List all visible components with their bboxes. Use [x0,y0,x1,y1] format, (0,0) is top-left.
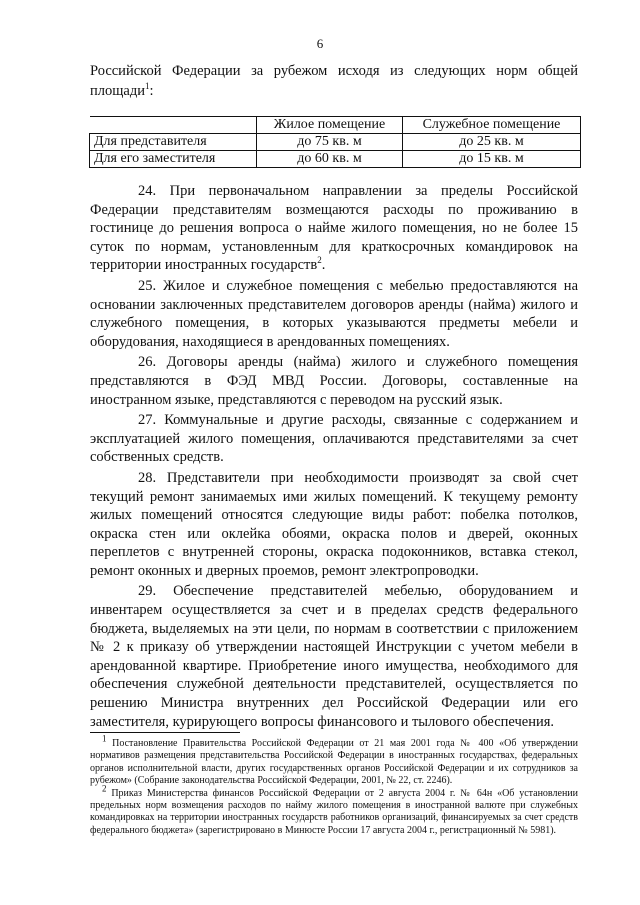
footnote-divider [90,732,240,733]
table-header-office: Служебное помещение [402,117,580,134]
table-cell-living: до 75 кв. м [257,134,403,151]
table-cell-living: до 60 кв. м [257,151,403,168]
table-cell-office: до 25 кв. м [402,134,580,151]
table-row [90,134,581,151]
footnote-text: Приказ Министерства финансов Российской Федерации от 2 августа 2004 г. № 64н «Об установлении предельных норм возмещения расходов по найму жилого помещения в иностранной валюте при служебных командировках на территории иностранных государств работников организаций, финансируемых за счет средств федерального бюджета» (зарегистрировано в Минюсте России 17 августа 2004 г., регистрационный № 5981). [90,787,578,836]
table-row [90,151,581,168]
intro-tail: : [149,83,154,99]
table-cell-office: до 15 кв. м [402,151,580,168]
paragraph-27: 27. Коммунальные и другие расходы, связанные с содержанием и эксплуатацией жилого помещения, оплачиваются представителями за счет собственных средств. [90,412,578,466]
intro-paragraph [90,61,578,101]
intro-text: Российской Федерации за рубежом исходя из следующих норм общей площади [90,63,578,99]
body-text [90,182,578,733]
footnote-mark: 1 [102,733,107,744]
footnote-2 [90,783,578,838]
footnote-text: Постановление Правительства Российской Федерации от 21 мая 2001 года № 400 «Об утверждении нормативов размещения представительства Российской Федерации в иностранных государствах, федеральных органов исполнительной власти, других государственных органов Российской Федерации и их сотрудников за рубежом» (Собрание законодательства Российской Федерации, 2001, № 22, ст. 2246). [90,738,579,787]
paragraph-28: 28. Представители при необходимости производят за свой счет текущий ремонт занимаемых ими жилых помещений. К текущему ремонту жилых помещений относятся следующие виды работ: побелка потолков, окраска стен или оклейка обоями, окраска полов и дверей, оконных переплетов с внутренней стороны, окраска подоконников, вставка стекол, ремонт оконных и дверных проемов, ремонт электропроводки. [90,469,578,579]
paragraph-24-text: 24. При первоначальном направлении за пределы Российской Федерации представителям возмещаются расходы по проживанию в гостинице до решения вопроса о найме жилого помещения, но не более 15 суток по нормам, установленным для краткосрочных командировок на территории иностранных государств [90,183,578,274]
page-number: 6 [316,36,324,51]
footnote-ref-2: 2 [317,255,322,266]
paragraph-29: 29. Обеспечение представителей мебелью, оборудованием и инвентарем осуществляется за счет и в пределах средств федерального бюджета, выделяемых на эти цели, по нормам в соответствии с приложением № 2 к приказу об утверждении настоящей Инструкции с учетом мебели в арендованной квартире. Приобретение иного имущества, необходимого для обеспечения служебной деятельности представителей, осуществляется по решению Министра внутренних дел Российской Федерации или его заместителя, курирующего вопросы финансового и тылового обеспечения. [90,583,578,730]
table-header-living: Жилое помещение [257,117,403,134]
paragraph-24-tail: . [321,257,326,274]
table-cell-role: Для его заместителя [90,151,257,168]
area-norms-table [89,116,581,168]
table-header-row [90,117,581,134]
footnote-mark: 2 [102,783,107,794]
footnotes [90,733,579,837]
paragraph-24 [90,182,578,275]
table-header-cell-empty [90,117,257,134]
paragraph-25: 25. Жилое и служебное помещения с мебелью предоставляются на основании заключенных представителем договоров аренды (найма) жилого и служебного помещения, в которых указываются предметы мебели и оборудования, находящиеся в арендованных помещениях. [90,277,578,350]
footnote-ref-1: 1 [144,81,150,92]
footnote-1 [90,733,579,788]
paragraph-26: 26. Договоры аренды (найма) жилого и служебного помещения представляются в ФЭД МВД России. Договоры, составленные на иностранном языке, представляются с переводом на русский язык. [90,354,578,408]
table-cell-role: Для представителя [90,134,257,151]
